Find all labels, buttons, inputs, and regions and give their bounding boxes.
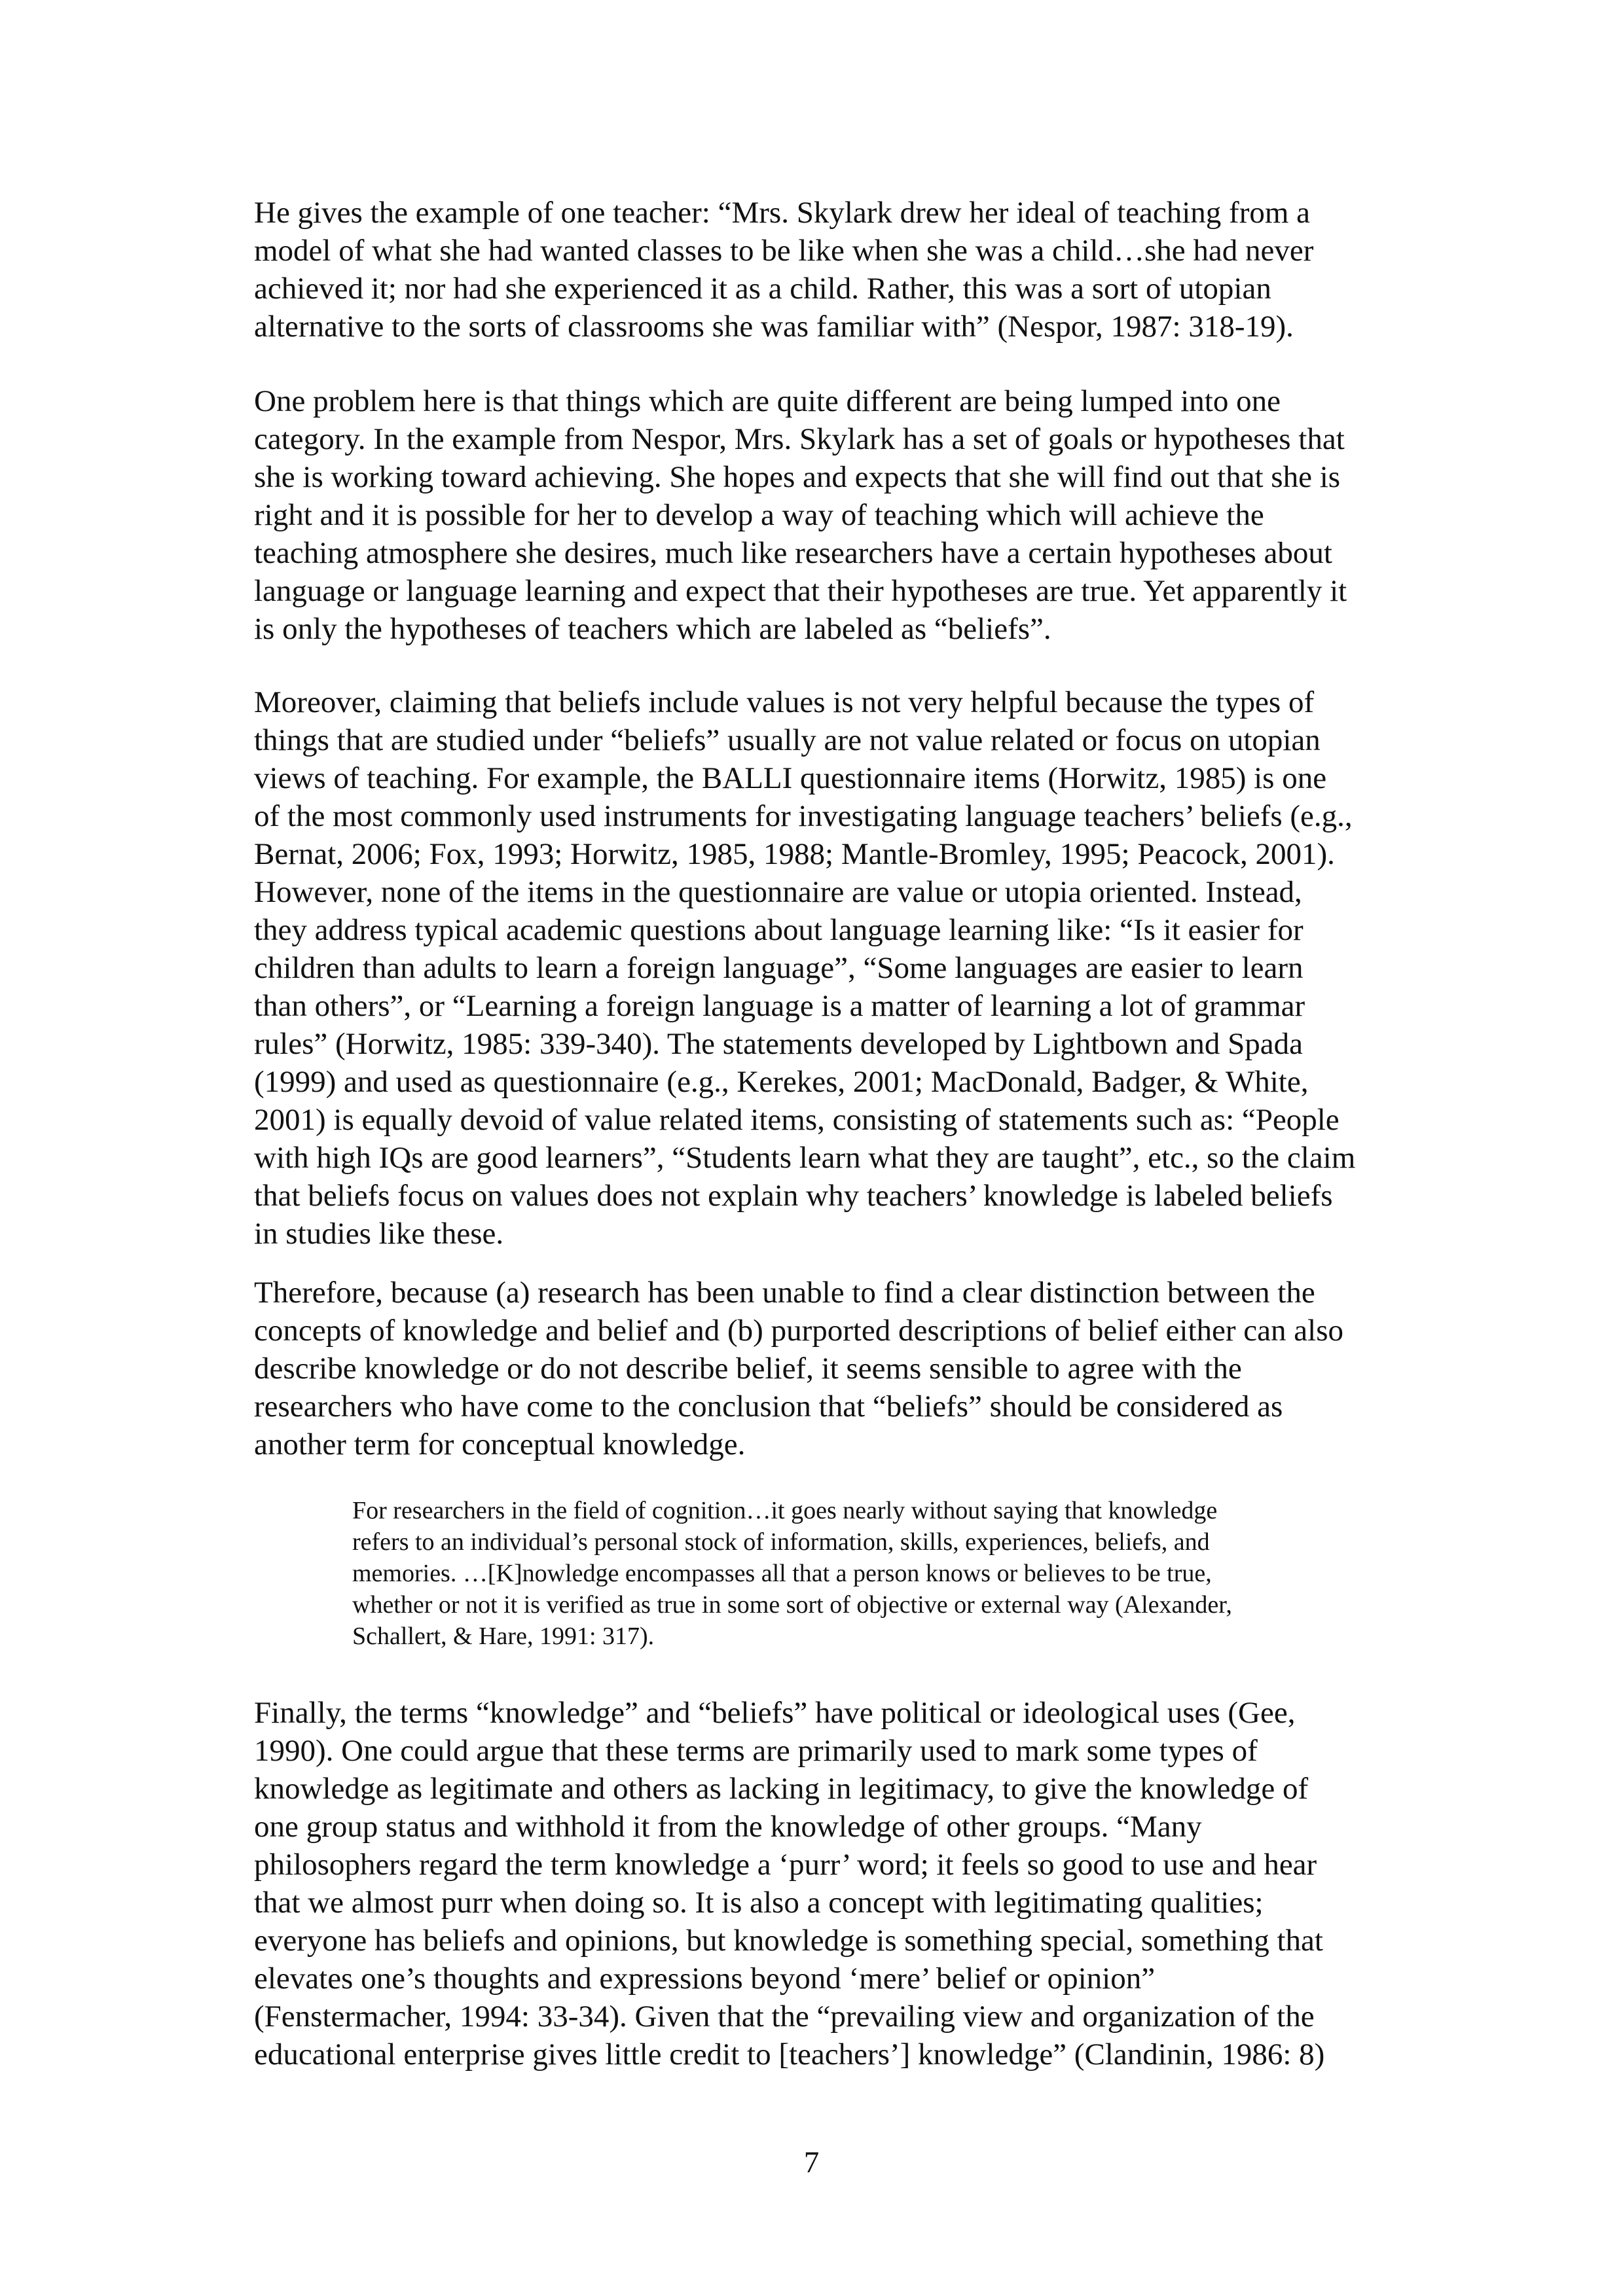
text-line: alternative to the sorts of classrooms she was familiar with” (Nespor, 1987: 318-19). [254,310,1294,344]
quote-line: For researchers in the field of cognition…it goes nearly without saying that knowledge [352,1497,1218,1524]
text-line: with high IQs are good learners”, “Students learn what they are taught”, etc., so the claim [254,1141,1356,1175]
text-line: Bernat, 2006; Fox, 1993; Horwitz, 1985, 1988; Mantle-Bromley, 1995; Peacock, 2001). [254,837,1335,871]
text-line: describe knowledge or do not describe belief, it seems sensible to agree with the [254,1352,1242,1386]
text-line: everyone has beliefs and opinions, but knowledge is something special, something that [254,1924,1323,1958]
text-line: language or language learning and expect that their hypotheses are true. Yet apparently it [254,574,1347,608]
quote-line: Schallert, & Hare, 1991: 317). [352,1623,655,1650]
text-line: model of what she had wanted classes to be like when she was a child…she had never [254,234,1314,268]
paragraph-political-uses [254,1694,1426,2073]
text-line: views of teaching. For example, the BALLI questionnaire items (Horwitz, 1985) is one [254,761,1327,795]
text-line: that beliefs focus on values does not explain why teachers’ knowledge is labeled beliefs [254,1179,1333,1213]
text-line: in studies like these. [254,1217,504,1251]
text-line: is only the hypotheses of teachers which are labeled as “beliefs”. [254,612,1051,646]
quote-line: refers to an individual’s personal stock of information, skills, experiences, beliefs, and [352,1528,1210,1556]
page-number: 7 [803,2145,820,2179]
paragraph-problem-lumping [254,382,1426,648]
text-line: children than adults to learn a foreign language”, “Some languages are easier to learn [254,951,1304,985]
text-line: Moreover, claiming that beliefs include values is not very helpful because the types of [254,685,1315,719]
block-quote-cognition [352,1495,1374,1652]
text-line: teaching atmosphere she desires, much like researchers have a certain hypotheses about [254,536,1332,570]
text-line: another term for conceptual knowledge. [254,1427,746,1462]
text-line: elevates one’s thoughts and expressions beyond ‘mere’ belief or opinion” [254,1962,1156,1996]
text-line: 1990). One could argue that these terms are primarily used to mark some types of [254,1734,1258,1768]
paragraph-beliefs-values [254,683,1426,1253]
text-line: 2001) is equally devoid of value related items, consisting of statements such as: “People [254,1103,1340,1137]
text-line: that we almost purr when doing so. It is also a concept with legitimating qualities; [254,1886,1264,1920]
paragraph-therefore-conclusion [254,1274,1426,1463]
text-line: right and it is possible for her to develop a way of teaching which will achieve the [254,498,1264,532]
text-line: Therefore, because (a) research has been unable to find a clear distinction between the [254,1276,1315,1310]
text-line: (1999) and used as questionnaire (e.g., Kerekes, 2001; MacDonald, Badger, & White, [254,1065,1309,1099]
text-line: researchers who have come to the conclusion that “beliefs” should be considered as [254,1390,1283,1424]
quote-line: memories. …[K]nowledge encompasses all that a person knows or believes to be true, [352,1560,1212,1587]
text-line: category. In the example from Nespor, Mrs. Skylark has a set of goals or hypotheses that [254,422,1345,456]
text-line: achieved it; nor had she experienced it as a child. Rather, this was a sort of utopian [254,272,1271,306]
text-line: educational enterprise gives little credit to [teachers’] knowledge” (Clandinin, 1986: 8) [254,2037,1325,2072]
text-line: rules” (Horwitz, 1985: 339-340). The statements developed by Lightbown and Spada [254,1027,1303,1061]
text-line: things that are studied under “beliefs” usually are not value related or focus on utopian [254,723,1321,757]
text-line: One problem here is that things which are quite different are being lumped into one [254,384,1281,418]
text-line: knowledge as legitimate and others as lacking in legitimacy, to give the knowledge of [254,1772,1309,1806]
text-line: philosophers regard the term knowledge a ‘purr’ word; it feels so good to use and hear [254,1848,1317,1882]
text-line: He gives the example of one teacher: “Mrs. Skylark drew her ideal of teaching from a [254,196,1311,230]
paragraph-nespor-example [254,194,1426,346]
text-line: than others”, or “Learning a foreign language is a matter of learning a lot of grammar [254,989,1305,1023]
text-line: However, none of the items in the questionnaire are value or utopia oriented. Instead, [254,875,1302,909]
text-line: they address typical academic questions about language learning like: “Is it easier for [254,913,1304,947]
text-line: she is working toward achieving. She hopes and expects that she will find out that she is [254,460,1341,494]
text-line: of the most commonly used instruments for investigating language teachers’ beliefs (e.g., [254,799,1353,833]
text-line: concepts of knowledge and belief and (b) purported descriptions of belief either can also [254,1314,1343,1348]
text-line: one group status and withhold it from the knowledge of other groups. “Many [254,1810,1202,1844]
text-line: (Fenstermacher, 1994: 33-34). Given that the “prevailing view and organization of the [254,2000,1315,2034]
quote-line: whether or not it is verified as true in some sort of objective or external way (Alexander, [352,1591,1232,1619]
text-line: Finally, the terms “knowledge” and “beliefs” have political or ideological uses (Gee, [254,1696,1296,1730]
